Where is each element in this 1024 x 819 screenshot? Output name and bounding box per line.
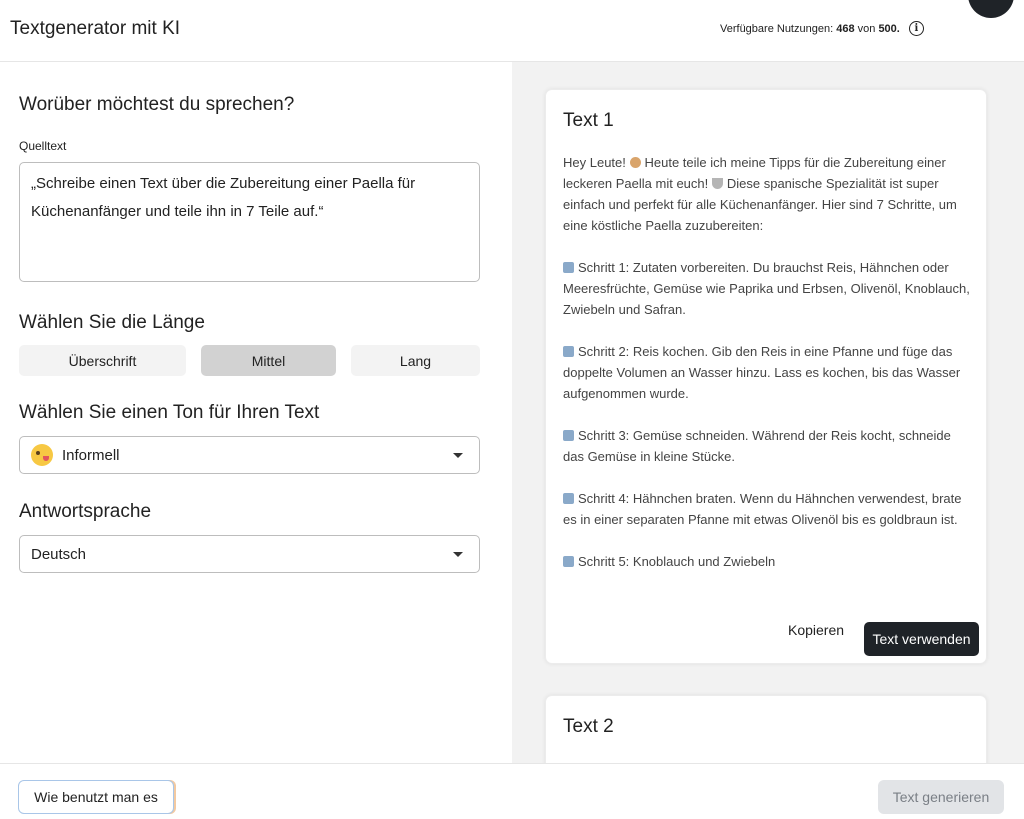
- app-title: Textgenerator mit KI: [10, 18, 181, 39]
- usage-total: 500: [878, 22, 897, 35]
- step-text: Schritt 1: Zutaten vorbereiten. Du brauchst Reis, Hähnchen oder Meeresfrüchte, Gemüse wie Paprika und Erbsen, Olivenöl, Knoblauch, Zwiebeln und Safran.: [563, 260, 970, 317]
- language-heading: Antwortsprache: [19, 501, 152, 522]
- waving-person-icon: [630, 157, 641, 168]
- copy-button[interactable]: Kopieren: [788, 622, 845, 638]
- length-heading: Wählen Sie die Länge: [19, 312, 205, 333]
- step-text: Schritt 2: Reis kochen. Gib den Reis in eine Pfanne und füge das doppelte Volumen an Wasser hinzu. Lass es kochen, bis das Wasser aufgenommen wurde.: [563, 344, 961, 401]
- tone-select[interactable]: [19, 436, 480, 474]
- generate-text-button[interactable]: Text generieren: [878, 780, 1004, 814]
- keycap-4-icon: [563, 493, 574, 504]
- keycap-2-icon: [563, 346, 574, 357]
- length-option-medium[interactable]: Mittel: [201, 345, 336, 376]
- step-text: Schritt 3: Gemüse schneiden. Während der Reis kocht, schneide das Gemüse in kleine Stücke.: [563, 428, 951, 464]
- language-value: Deutsch: [31, 545, 87, 563]
- how-to-use-button[interactable]: Wie benutzt man es: [18, 780, 174, 814]
- length-option-headline[interactable]: Überschrift: [19, 345, 186, 376]
- intro-text-b: Heute teile ich meine Tipps für die Zubereitung einer leckeren Paella mit euch!: [563, 155, 946, 191]
- intro-paragraph: [563, 152, 975, 236]
- keycap-1-icon: [563, 262, 574, 273]
- input-panel: [0, 62, 512, 763]
- keycap-5-icon: [563, 556, 574, 567]
- info-icon[interactable]: i: [909, 21, 924, 36]
- length-option-long[interactable]: Lang: [351, 345, 480, 376]
- intro-text-a: Hey Leute!: [563, 155, 626, 170]
- avatar[interactable]: [968, 0, 1014, 18]
- step-text: Schritt 5: Knoblauch und Zwiebeln: [578, 554, 776, 569]
- step-item: [563, 551, 975, 572]
- top-header: [0, 0, 1024, 62]
- step-item: [563, 257, 975, 320]
- step-item: [563, 425, 975, 467]
- result-card-1: [545, 89, 987, 664]
- usage-suffix: .: [896, 22, 900, 35]
- use-text-button[interactable]: Text verwenden: [864, 622, 979, 656]
- result-card-2: [545, 695, 987, 763]
- usage-mid: von: [857, 22, 876, 35]
- keycap-3-icon: [563, 430, 574, 441]
- topic-heading: Worüber möchtest du sprechen?: [19, 94, 295, 115]
- card-title: Text 1: [563, 110, 614, 131]
- paella-bowl-icon: [712, 178, 723, 189]
- intro-text-c: Diese spanische Spezialität ist super einfach und perfekt für alle Küchenanfänger. Hier sind 7 Schritte, um eine köstliche Paella zuzubereiten:: [563, 176, 957, 233]
- winking-face-tongue-icon: [31, 444, 53, 466]
- card-body: [563, 152, 975, 593]
- tone-heading: Wählen Sie einen Ton für Ihren Text: [19, 402, 320, 423]
- step-item: [563, 341, 975, 404]
- usage-counter: [720, 21, 924, 36]
- step-text: Schritt 4: Hähnchen braten. Wenn du Hähnchen verwendest, brate es in einer separaten Pfanne mit etwas Olivenöl bis es goldbraun ist.: [563, 491, 962, 527]
- chevron-down-icon: [453, 453, 463, 458]
- card-title: Text 2: [563, 716, 614, 737]
- bottom-bar: [0, 763, 1024, 819]
- usage-used: 468: [836, 22, 855, 35]
- results-panel[interactable]: [512, 62, 1024, 763]
- source-text-input[interactable]: [19, 162, 480, 282]
- chevron-down-icon: [453, 552, 463, 557]
- step-item: [563, 488, 975, 530]
- tone-value: Informell: [62, 446, 120, 464]
- source-label: Quelltext: [19, 139, 67, 153]
- language-select[interactable]: [19, 535, 480, 573]
- usage-prefix: Verfügbare Nutzungen:: [720, 22, 834, 35]
